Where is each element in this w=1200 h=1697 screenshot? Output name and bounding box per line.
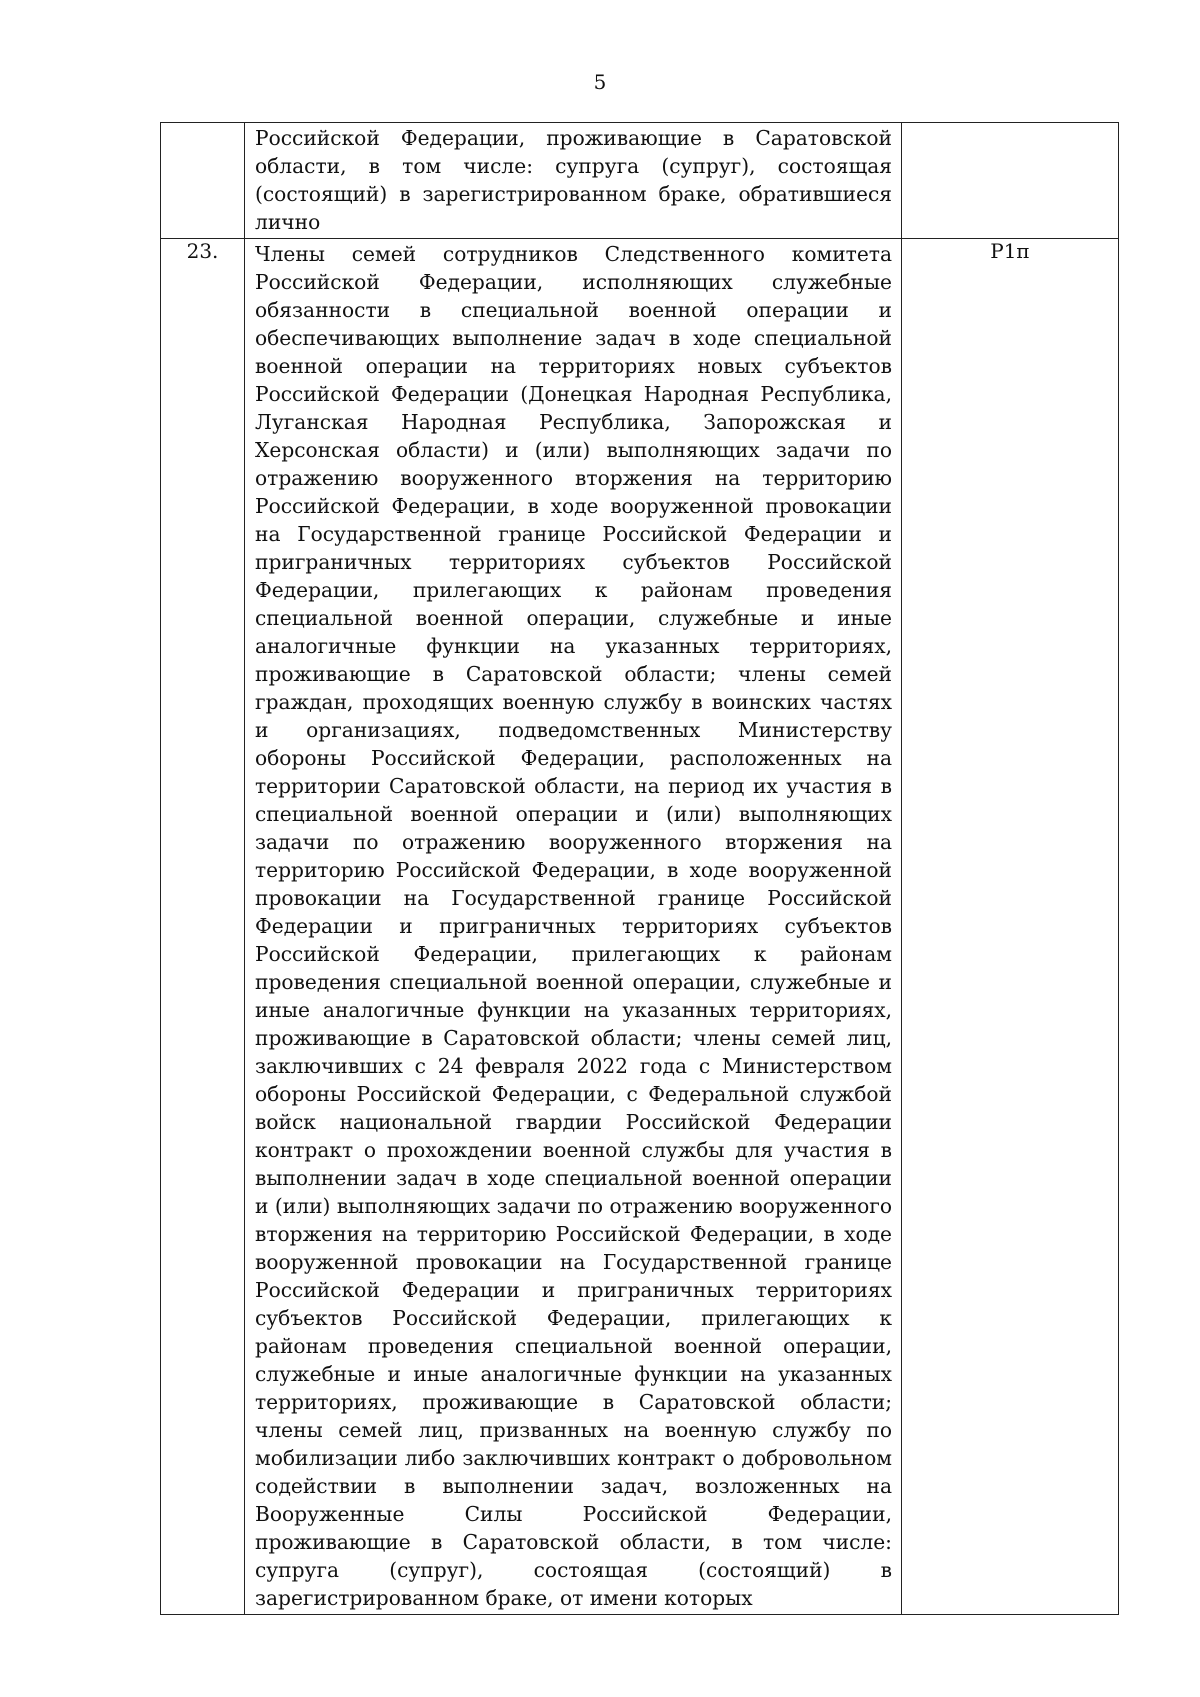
row-number-cell: 23. [161, 239, 245, 1615]
document-table [160, 122, 1119, 1615]
table-row [161, 239, 1119, 1615]
table-row [161, 123, 1119, 239]
row-code-cell: Р1п [902, 239, 1119, 1615]
row-text: Члены семей сотрудников Следственного комитета Российской Федерации, исполняющих служебные обязанности в специальной военной операции и обеспечивающих выполнение задач в ходе специальной военной операции на территориях новых субъектов Российской Федерации (Донецкая Народная Республика, Луганская Народная Республика, Запорожская и Херсонская области) и (или) выполняющих задачи по отражению вооруженного вторжения на территорию Российской Федерации, в ходе вооруженной провокации на Государственной границе Российской Федерации и приграничных территориях субъектов Российской Федерации, прилегающих к районам проведения специальной военной операции, служебные и иные аналогичные функции на указанных территориях, проживающие в Саратовской области; члены семей граждан, проходящих военную службу в воинских частях и организациях, подведомственных Министерству обороны Российской Федерации, расположенных на территории Саратовской области, на период их участия в специальной военной операции и (или) выполняющих задачи по отражению вооруженного вторжения на территорию Российской Федерации, в ходе вооруженной провокации на Государственной границе Российской Федерации и приграничных территориях субъектов Российской Федерации, прилегающих к районам проведения специальной военной операции, служебные и иные аналогичные функции на указанных территориях, проживающие в Саратовской области; члены семей лиц, заключивших с 24 февраля 2022 года с Министерством обороны Российской Федерации, с Федеральной службой войск национальной гвардии Российской Федерации контракт о прохождении военной службы для участия в выполнении задач в ходе специальной военной операции и (или) выполняющих задачи по отражению вооруженного вторжения на территорию Российской Федерации, в ходе вооруженной провокации на Государственной границе Российской Федерации и приграничных территориях субъектов Российской Федерации, прилегающих к районам проведения специальной военной операции, служебные и иные аналогичные функции на указанных территориях, проживающие в Саратовской области; члены семей лиц, призванных на военную службу по мобилизации либо заключивших контракт о добровольном содействии в выполнении задач, возложенных на Вооруженные Силы Российской Федерации, проживающие в Саратовской области, в том числе: супруга (супруг), состоящая (состоящий) в зарегистрированном браке, от имени которых [255, 242, 892, 1610]
row-text: Российской Федерации, проживающие в Саратовской области, в том числе: супруга (супруг), состоящая (состоящий) в зарегистрированном браке, обратившиеся лично [255, 126, 892, 234]
row-text-cell [245, 123, 902, 239]
row-code-cell [902, 123, 1119, 239]
row-text-cell [245, 239, 902, 1615]
row-number-cell [161, 123, 245, 239]
page-number: 5 [593, 70, 607, 94]
